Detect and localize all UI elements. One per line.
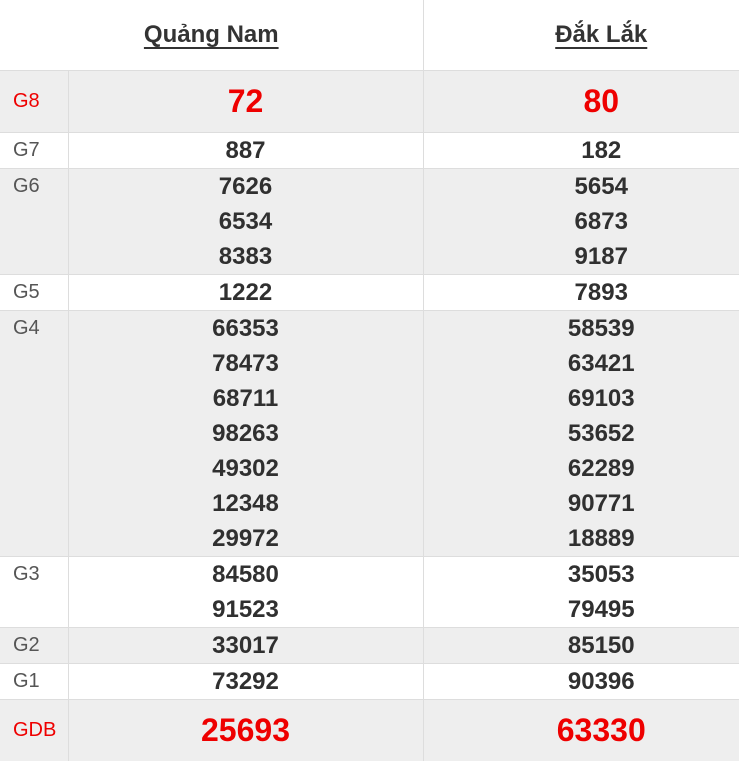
prize-label-g4: G4	[0, 311, 68, 557]
prize-number: 90396	[424, 664, 739, 699]
province-link-quang-nam[interactable]: Quảng Nam	[144, 21, 279, 48]
prize-number: 12348	[69, 486, 423, 521]
prize-row-g4	[0, 311, 739, 557]
prize-number: 98263	[69, 416, 423, 451]
prize-number: 63330	[424, 712, 739, 749]
prize-number: 63421	[424, 346, 739, 381]
prize-number: 80	[424, 83, 739, 120]
prize-values-cell	[423, 700, 739, 761]
prize-label-g8: G8	[0, 71, 68, 133]
prize-number: 91523	[69, 592, 423, 627]
header-row	[0, 0, 739, 71]
prize-number: 79495	[424, 592, 739, 627]
prize-values-cell	[423, 557, 739, 628]
prize-number: 90771	[424, 486, 739, 521]
prize-label-g7: G7	[0, 133, 68, 169]
prize-label-g1: G1	[0, 664, 68, 700]
prize-number: 25693	[69, 712, 423, 749]
prize-values-cell	[68, 664, 423, 700]
prize-number: 66353	[69, 311, 423, 346]
prize-number: 6873	[424, 204, 739, 239]
prize-values-cell	[68, 700, 423, 761]
prize-number: 887	[69, 133, 423, 168]
prize-row-gdb	[0, 700, 739, 761]
column-header-cell-quang-nam	[0, 0, 423, 71]
prize-number: 68711	[69, 381, 423, 416]
prize-number: 9187	[424, 239, 739, 274]
prize-number: 84580	[69, 557, 423, 592]
prize-values-cell	[68, 557, 423, 628]
prize-values-cell	[68, 628, 423, 664]
prize-values-cell	[423, 133, 739, 169]
prize-number: 7626	[69, 169, 423, 204]
prize-label-g2: G2	[0, 628, 68, 664]
prize-label-g3: G3	[0, 557, 68, 628]
prize-label-gdb: GDB	[0, 700, 68, 761]
prize-row-g7	[0, 133, 739, 169]
prize-number: 62289	[424, 451, 739, 486]
prize-row-g6	[0, 169, 739, 275]
prize-values-cell	[423, 311, 739, 557]
prize-values-cell	[68, 71, 423, 133]
prize-values-cell	[68, 169, 423, 275]
prize-number: 35053	[424, 557, 739, 592]
column-header-cell-dak-lak	[423, 0, 739, 71]
province-link-dak-lak[interactable]: Đắk Lắk	[555, 21, 647, 48]
prize-number: 18889	[424, 521, 739, 556]
prize-values-cell	[423, 275, 739, 311]
table-header	[0, 0, 739, 71]
prize-number: 33017	[69, 628, 423, 663]
prize-number: 6534	[69, 204, 423, 239]
prize-number: 72	[69, 83, 423, 120]
prize-number: 49302	[69, 451, 423, 486]
prize-number: 7893	[424, 275, 739, 310]
table-body	[0, 71, 739, 761]
prize-number: 1222	[69, 275, 423, 310]
prize-values-cell	[423, 664, 739, 700]
prize-row-g3	[0, 557, 739, 628]
prize-label-g5: G5	[0, 275, 68, 311]
prize-number: 58539	[424, 311, 739, 346]
prize-values-cell	[68, 311, 423, 557]
prize-number: 29972	[69, 521, 423, 556]
prize-row-g1	[0, 664, 739, 700]
prize-number: 5654	[424, 169, 739, 204]
prize-number: 78473	[69, 346, 423, 381]
prize-number: 85150	[424, 628, 739, 663]
prize-row-g2	[0, 628, 739, 664]
prize-values-cell	[423, 71, 739, 133]
prize-number: 8383	[69, 239, 423, 274]
prize-number: 69103	[424, 381, 739, 416]
prize-row-g5	[0, 275, 739, 311]
prize-number: 182	[424, 133, 739, 168]
prize-row-g8	[0, 71, 739, 133]
prize-values-cell	[423, 169, 739, 275]
prize-label-g6: G6	[0, 169, 68, 275]
prize-number: 73292	[69, 664, 423, 699]
prize-values-cell	[68, 275, 423, 311]
prize-values-cell	[68, 133, 423, 169]
prize-number: 53652	[424, 416, 739, 451]
prize-values-cell	[423, 628, 739, 664]
